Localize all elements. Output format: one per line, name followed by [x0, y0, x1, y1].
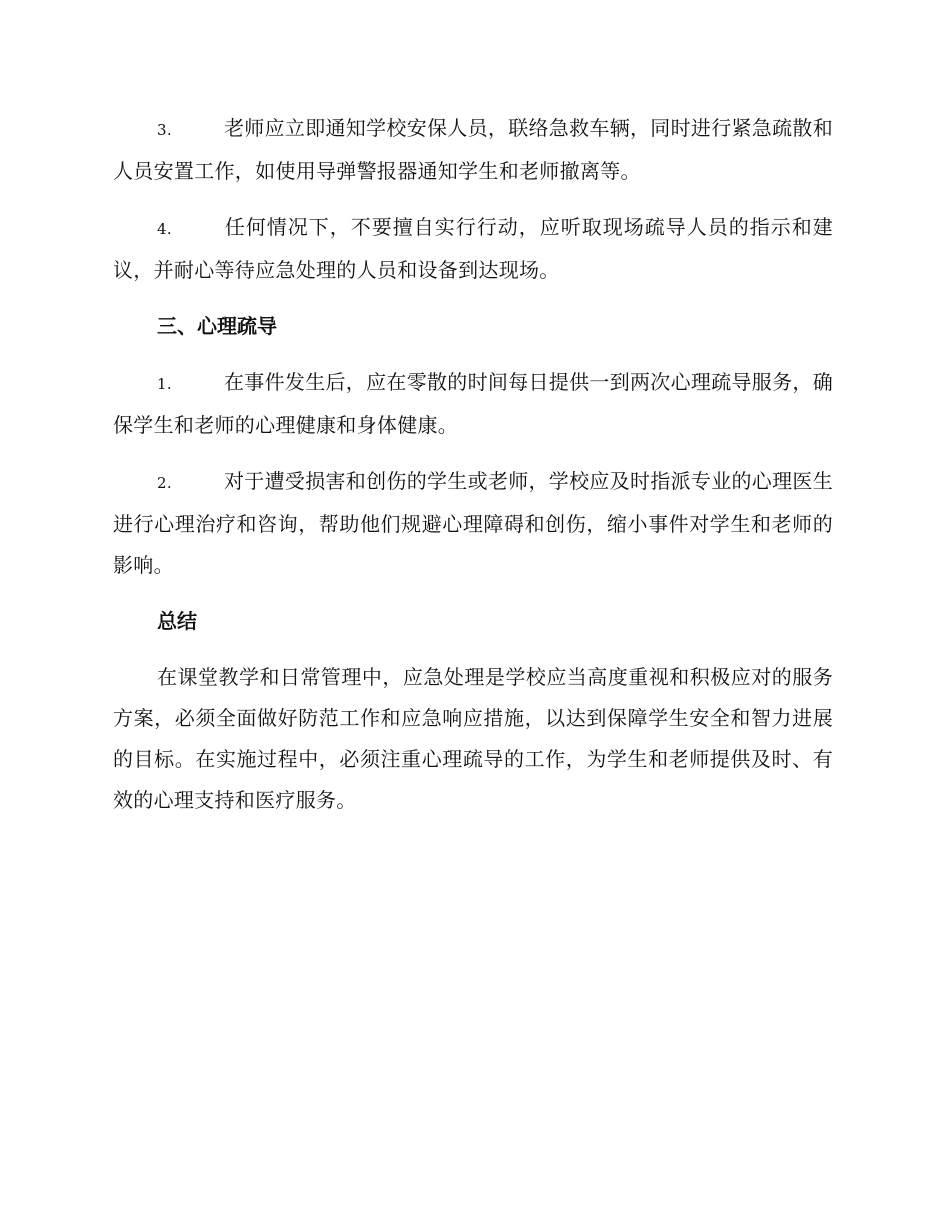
list-item — [113, 362, 833, 446]
list-item-number: 1. — [157, 375, 172, 393]
summary-paragraph: 在课堂教学和日常管理中，应急处理是学校应当高度重视和积极应对的服务方案，必须全面做好防范工作和应急响应措施，以达到保障学生安全和智力进展的目标。在实施过程中，必须注重心理疏导的工作，为学生和老师提供及时、有效的心理支持和医疗服务。 — [113, 665, 833, 812]
list-item-text: 老师应立即通知学校安保人员，联络急救车辆，同时进行紧急疏散和人员安置工作，如使用导弹警报器通知学生和老师撤离等。 — [113, 116, 833, 183]
section-heading-psychological-counseling: 三、心理疏导 — [157, 314, 277, 338]
document-body — [113, 108, 833, 821]
list-item-text: 在事件发生后，应在零散的时间每日提供一到两次心理疏导服务，确保学生和老师的心理健康和身体健康。 — [113, 370, 833, 437]
list-item — [113, 461, 833, 586]
list-item — [113, 207, 833, 291]
list-item-number: 4. — [157, 220, 172, 238]
list-item-text: 对于遭受损害和创伤的学生或老师，学校应及时指派专业的心理医生进行心理治疗和咨询，帮助他们规避心理障碍和创伤，缩小事件对学生和老师的影响。 — [113, 469, 833, 577]
list-item — [113, 108, 833, 192]
list-item-number: 2. — [157, 474, 172, 492]
list-item-number: 3. — [157, 121, 172, 139]
list-item-text: 任何情况下，不要擅自实行行动，应听取现场疏导人员的指示和建议，并耐心等待应急处理的人员和设备到达现场。 — [113, 215, 833, 282]
section-heading-summary: 总结 — [157, 609, 197, 633]
